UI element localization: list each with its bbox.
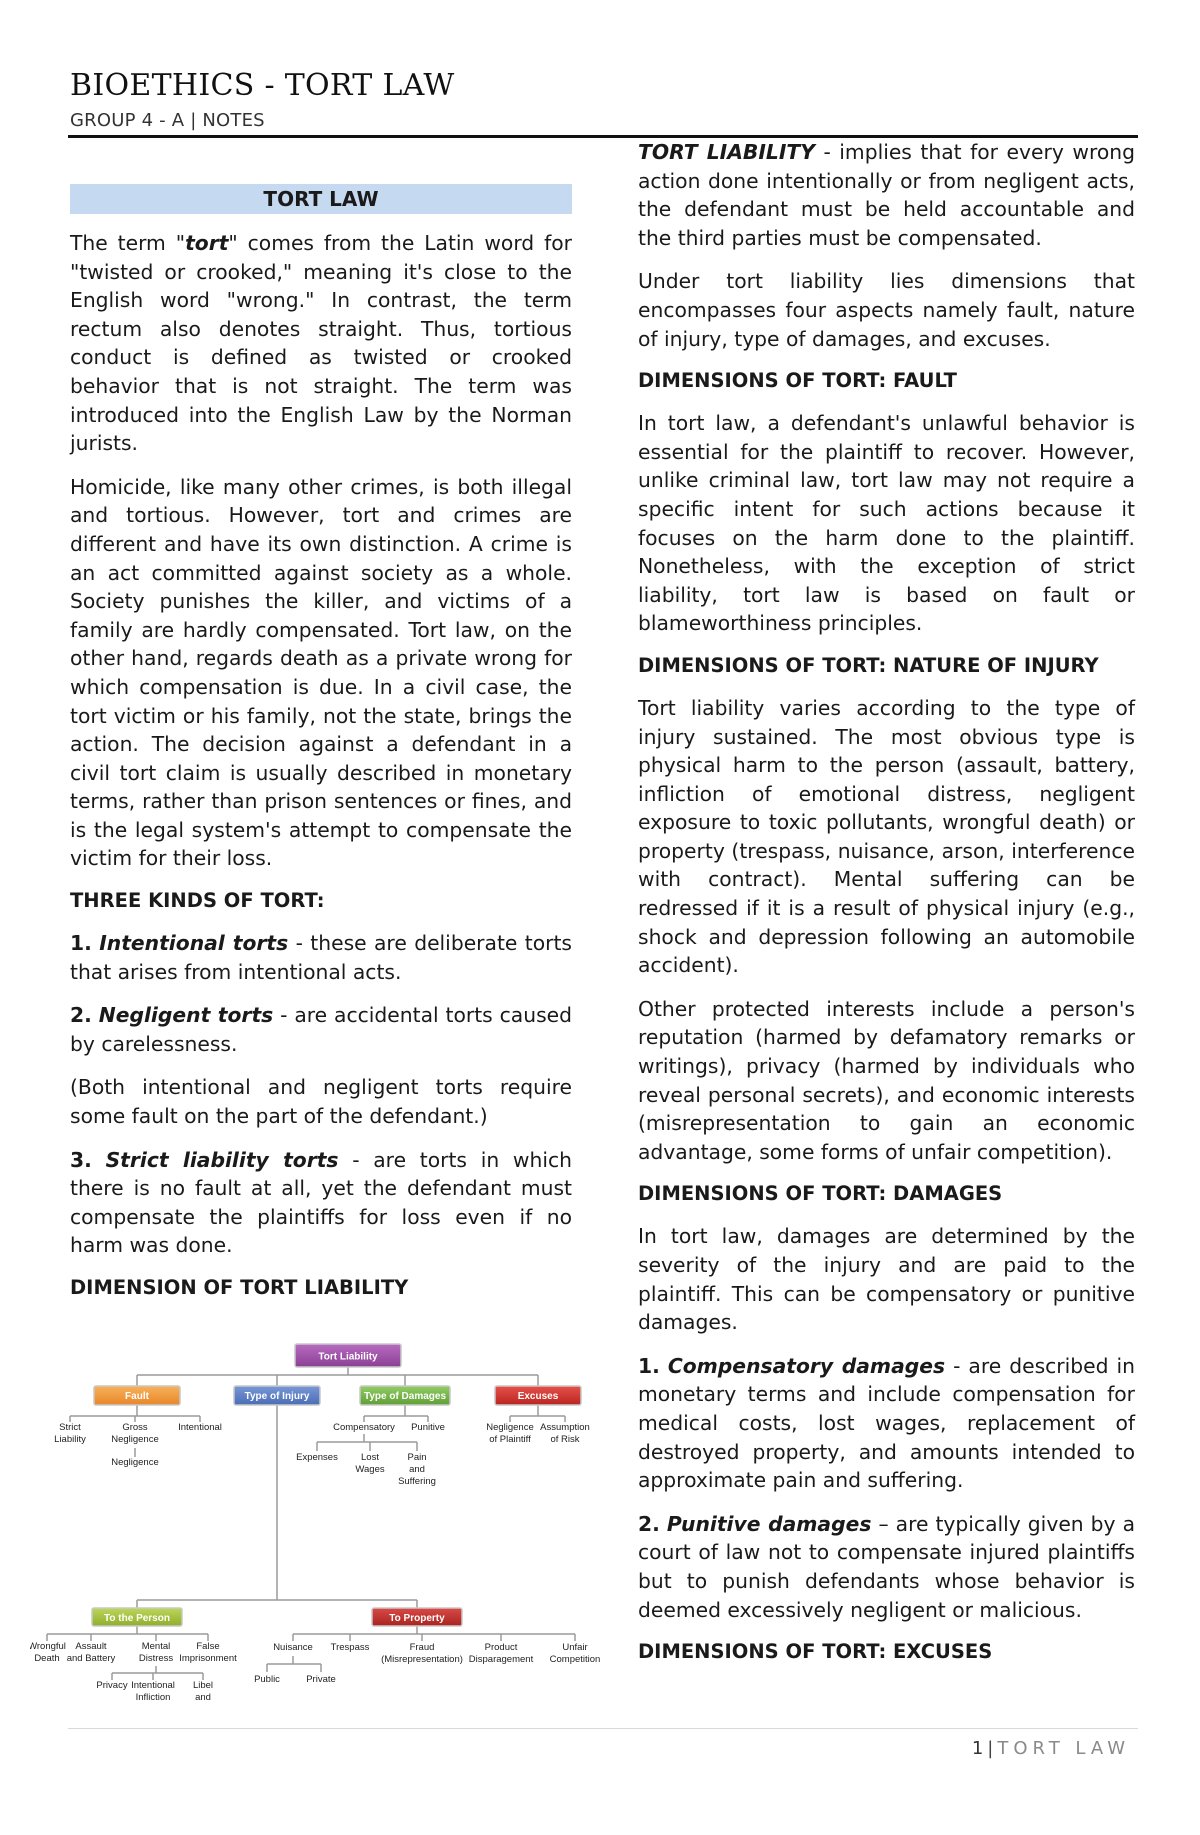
kind-intentional xyxy=(70,929,572,986)
term-tort-liability: TORT LIABILITY xyxy=(638,140,815,164)
paragraph-text: " comes from the Latin word for "twisted or crooked," meaning it's close to the English word "wrong." In contrast, the term rectum also denotes straight. Thus, tortious conduct is defined as twisted or crooked behavior that is not straight. The term was introduced into the English Law by the Norman jurists. xyxy=(70,231,572,456)
node-fault xyxy=(94,1386,180,1405)
item-compensatory-damages xyxy=(638,1352,1135,1495)
footer-label: TORT LAW xyxy=(997,1738,1130,1759)
leaf-punitive: Punitive xyxy=(411,1422,445,1433)
paragraph-homicide: Homicide, like many other crimes, is both illegal and tortious. However, tort and crimes are different and have its own distinction. A crime is an act committed against society as a whole. Society punishes the killer, and victims of a family are hardly compensated. Tort law, on the other hand, regards death as a private wrong for which compensation is due. In a civil case, the tort victim or his family, not the state, brings the action. The decision against a defendant in a civil tort claim is usually described in monetary terms, rather than prison sentences or fines, and is the legal system's attempt to compensate the victim for their loss. xyxy=(70,474,572,871)
leaf-gross-negligence: Gross Negligence xyxy=(111,1422,159,1445)
term-intentional-torts: Intentional torts xyxy=(99,931,289,956)
section-banner-tort-law: TORT LAW xyxy=(70,184,572,214)
node-excuses xyxy=(495,1386,581,1405)
left-column xyxy=(70,184,572,1316)
list-number: 2. xyxy=(70,1003,92,1028)
item-punitive-damages xyxy=(638,1510,1135,1624)
leaf-negligence: Negligence xyxy=(111,1457,159,1468)
kind-strict-liability xyxy=(70,1146,572,1260)
term-description: - are accidental torts caused by carelessness. xyxy=(70,1003,572,1056)
term-description: - are torts in which there is no fault at all, yet the defendant must compensate the plaintiffs for loss even if no harm was done. xyxy=(70,1147,572,1258)
node-type-of-injury xyxy=(234,1386,320,1405)
tort-liability-diagram xyxy=(30,1330,620,1700)
list-number: 1. xyxy=(638,1353,660,1378)
page-footer xyxy=(972,1738,1130,1759)
kind-negligent xyxy=(70,1001,572,1058)
leaf-lost-wages: Lost Wages xyxy=(355,1452,385,1475)
leaf-private: Private xyxy=(306,1674,336,1685)
heading-damages: DIMENSIONS OF TORT: DAMAGES xyxy=(638,1182,1003,1206)
list-number: 3. xyxy=(70,1147,92,1172)
node-label: Type of Damages xyxy=(363,1391,447,1402)
leaf-expenses: Expenses xyxy=(296,1452,338,1463)
page-number: 1 xyxy=(971,1738,984,1759)
heading-dimension-of-tort-liability: DIMENSION OF TORT LIABILITY xyxy=(70,1276,409,1299)
term-compensatory-damages: Compensatory damages xyxy=(667,1353,946,1378)
document-title: BIOETHICS - TORT LAW xyxy=(70,68,455,103)
leaf-pain-and-suffering: Pain and Suffering xyxy=(398,1452,436,1487)
node-to-property xyxy=(372,1608,462,1626)
node-label: Tort Liability xyxy=(318,1351,378,1363)
leaf-negligence-of-plaintiff: Negligence of Plaintiff xyxy=(486,1422,534,1445)
leaf-false-imprisonment: False Imprisonment xyxy=(179,1641,237,1664)
leaf-nuisance: Nuisance xyxy=(273,1642,313,1653)
paragraph-injury-1: Tort liability varies according to the type of injury sustained. The most obvious type is physical harm to the person (assault, battery, infliction of emotional distress, negligent exposure to toxic pollutants, wrongful death) or property (trespass, nuisance, arson, interference with contract). Mental suffering can be redressed if it is a result of physical injury (e.g., shock and depression following an automobile accident). xyxy=(638,695,1135,978)
paragraph-fault: In tort law, a defendant's unlawful behavior is essential for the plaintiff to recover. However, unlike criminal law, tort law may not require a specific intent for such actions because it focuses on the harm done to the plaintiff. Nonetheless, with the exception of strict liability, tort law is based on fault or blameworthiness principles. xyxy=(638,411,1135,636)
paragraph-tort-liability xyxy=(638,138,1135,252)
term-negligent-torts: Negligent torts xyxy=(98,1003,274,1028)
paragraph-text: The term " xyxy=(70,231,186,255)
heading-excuses: DIMENSIONS OF TORT: EXCUSES xyxy=(638,1640,993,1664)
node-tort-liability xyxy=(295,1344,401,1367)
footer-separator: | xyxy=(987,1738,994,1759)
paragraph-injury-2: Other protected interests include a person's reputation (harmed by defamatory remarks or writings), privacy (harmed by individuals who reveal personal secrets), and economic interests (misrepresentation to gain an economic advantage, some forms of unfair competition). xyxy=(638,996,1135,1164)
document-subtitle: GROUP 4 - A | NOTES xyxy=(70,110,265,131)
paragraph-dimensions: Under tort liability lies dimensions that encompasses four aspects namely fault, nature of injury, type of damages, and excuses. xyxy=(638,269,1135,351)
list-number: 1. xyxy=(70,931,92,956)
right-column xyxy=(638,138,1135,1680)
leaf-mental-distress: Mental Distress xyxy=(138,1641,174,1664)
leaf-fraud: Fraud (Misrepresentation) xyxy=(381,1642,463,1665)
heading-three-kinds: THREE KINDS OF TORT: xyxy=(70,889,325,913)
heading-nature-of-injury: DIMENSIONS OF TORT: NATURE OF INJURY xyxy=(638,653,1099,677)
leaf-compensatory: Compensatory xyxy=(333,1422,395,1433)
term-description: - are described in monetary terms and include compensation for medical costs, lost wages, replacement of destroyed property, and amounts intended to approximate pain and suffering. xyxy=(638,1353,1135,1493)
term-description: - these are deliberate torts that arises from intentional acts. xyxy=(70,931,572,984)
leaf-trespass: Trespass xyxy=(330,1642,370,1653)
node-label: Excuses xyxy=(517,1391,559,1402)
paragraph-damages: In tort law, damages are determined by the severity of the injury and are paid to the plaintiff. This can be compensatory or punitive damages. xyxy=(638,1224,1135,1335)
heading-fault: DIMENSIONS OF TORT: FAULT xyxy=(638,369,957,393)
node-label: Type of Injury xyxy=(244,1391,310,1402)
leaf-assault-and-battery: Assault and Battery xyxy=(66,1641,116,1664)
diagram-connectors xyxy=(47,1367,575,1680)
term-strict-liability-torts: Strict liability torts xyxy=(105,1147,339,1172)
emphasis-tort: tort xyxy=(185,231,229,255)
leaf-product-disparagement: Product Disparagement xyxy=(468,1642,534,1665)
leaf-public: Public xyxy=(254,1674,280,1685)
node-type-of-damages xyxy=(360,1386,450,1405)
list-number: 2. xyxy=(638,1511,660,1536)
leaf-unfair-competition: Unfair Competition xyxy=(549,1642,601,1665)
leaf-assumption-of-risk: Assumption of Risk xyxy=(540,1422,590,1445)
node-label: Fault xyxy=(125,1391,149,1402)
term-description: - implies that for every wrong action done intentionally or from negligent acts, the defendant must be held accountable and the third parties must be compensated. xyxy=(638,140,1135,250)
leaf-privacy: Privacy xyxy=(96,1680,128,1691)
node-label: To the Person xyxy=(104,1613,170,1624)
kinds-note: (Both intentional and negligent torts require some fault on the part of the defendant.) xyxy=(70,1075,572,1129)
term-punitive-damages: Punitive damages xyxy=(666,1511,872,1536)
leaf-strict-liability: Strict Liability xyxy=(54,1422,86,1445)
leaf-intentional-infliction: Intentional Infliction xyxy=(131,1680,175,1700)
footer-rule xyxy=(68,1728,1138,1729)
node-label: To Property xyxy=(389,1613,445,1624)
leaf-intentional: Intentional xyxy=(178,1422,222,1433)
term-description: – are typically given by a court of law not to compensate injured plaintiffs but to punish defendants whose behavior is deemed excessively negligent or malicious. xyxy=(638,1511,1135,1622)
leaf-libel-and-slander: Libel and xyxy=(192,1680,214,1700)
paragraph-definition xyxy=(70,229,572,458)
leaf-wrongful-death: Wrongful Death xyxy=(30,1641,66,1664)
node-to-the-person xyxy=(92,1608,182,1626)
